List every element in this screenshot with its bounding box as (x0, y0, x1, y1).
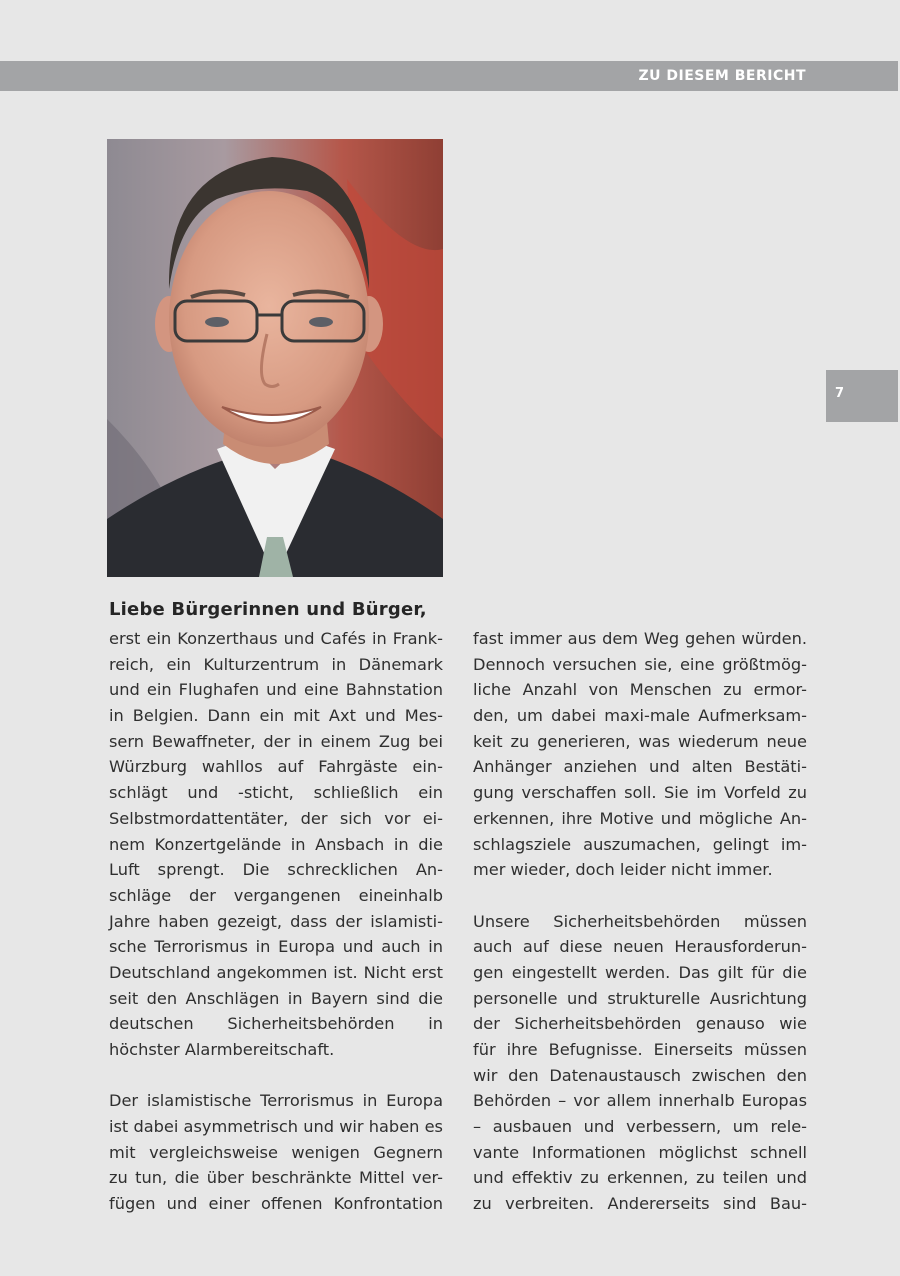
text-line: schlagsziele auszumachen, gelingt im- (473, 834, 807, 854)
text-line: deutschen Sicherheitsbehörden in (109, 1014, 443, 1034)
text-line: Anhänger anziehen und alten Bestäti- (473, 757, 807, 777)
portrait-photo (107, 139, 443, 577)
text-line: mer wieder, doch leider nicht immer. (473, 860, 773, 880)
text-line: sern Bewaffneter, der in einem Zug bei (109, 731, 443, 751)
header-band (0, 61, 898, 91)
paragraph-gap (473, 883, 807, 909)
text-line: und effektiv zu erkennen, zu teilen und (473, 1168, 807, 1188)
text-line: personelle und strukturelle Ausrichtung (473, 988, 807, 1008)
text-line: erkennen, ihre Motive und mögliche An- (473, 808, 807, 828)
letter-left-column (109, 626, 443, 1217)
text-line: gen eingestellt werden. Das gilt für die (473, 962, 807, 982)
text-line: zu verbreiten. Andererseits sind Bau- (473, 1194, 807, 1214)
text-line: schläge der vergangenen eineinhalb (109, 885, 443, 905)
text-line: vante Informationen möglichst schnell (473, 1142, 807, 1162)
text-line: keit zu generieren, was wiederum neue (473, 731, 807, 751)
text-line: mit vergleichsweise wenigen Gegnern (109, 1142, 443, 1162)
text-line: Unsere Sicherheitsbehörden müssen (473, 911, 807, 931)
text-line: seit den Anschlägen in Bayern sind die (109, 988, 443, 1008)
text-line: fügen und einer offenen Konfrontation (109, 1194, 443, 1214)
text-line: höchster Alarmbereitschaft. (109, 1040, 335, 1059)
page-number: 7 (835, 386, 845, 401)
text-line: Behörden – vor allem innerhalb Europas (473, 1091, 807, 1111)
text-line: gung verschaffen soll. Sie im Vorfeld zu (473, 783, 807, 803)
text-line: für ihre Befugnisse. Einerseits müssen (473, 1040, 807, 1059)
text-line: Jahre haben gezeigt, dass der islamisti- (109, 911, 443, 931)
text-line: fast immer aus dem Weg gehen würden. (473, 629, 807, 648)
text-line: Luft sprengt. Die schrecklichen An- (109, 860, 443, 880)
text-line: und ein Flughafen und eine Bahnstation (109, 680, 443, 700)
text-line: in Belgien. Dann ein mit Axt und Mes- (109, 706, 443, 726)
text-line: Selbstmordattentäter, der sich vor ei- (109, 808, 443, 828)
text-line: wir den Datenaustausch zwischen den (473, 1065, 807, 1085)
text-line: ist dabei asymmetrisch und wir haben es (109, 1117, 443, 1137)
paragraph-gap (109, 1063, 443, 1089)
text-line: den, um dabei maxi-male Aufmerksam- (473, 706, 807, 726)
text-line: Deutschland angekommen ist. Nicht erst (109, 962, 443, 982)
text-line: der Sicherheitsbehörden genauso wie (473, 1014, 807, 1034)
text-line: Würzburg wahllos auf Fahrgäste ein- (109, 757, 443, 777)
letter-right-column (473, 626, 807, 1217)
text-line: auch auf diese neuen Herausforderun- (473, 937, 807, 957)
text-line: Der islamistische Terrorismus in Europa (109, 1091, 443, 1111)
text-line: liche Anzahl von Menschen zu ermor- (473, 680, 807, 700)
text-line: nem Konzertgelände in Ansbach in die (109, 834, 443, 854)
text-line: erst ein Konzerthaus und Cafés in Frank- (109, 629, 443, 648)
section-title: ZU DIESEM BERICHT (638, 68, 806, 84)
text-line: reich, ein Kulturzentrum in Dänemark (109, 654, 443, 674)
text-line: sche Terrorismus in Europa und auch in (109, 937, 443, 957)
text-line: schlägt und -sticht, schließlich ein (109, 783, 443, 803)
text-line: Dennoch versuchen sie, eine größtmög- (473, 654, 807, 674)
page-number-tab (826, 370, 898, 422)
text-line: – ausbauen und verbessern, um rele- (473, 1117, 807, 1137)
text-line: zu tun, die über beschränkte Mittel ver- (109, 1168, 443, 1188)
letter-salutation: Liebe Bürgerinnen und Bürger, (109, 599, 427, 620)
